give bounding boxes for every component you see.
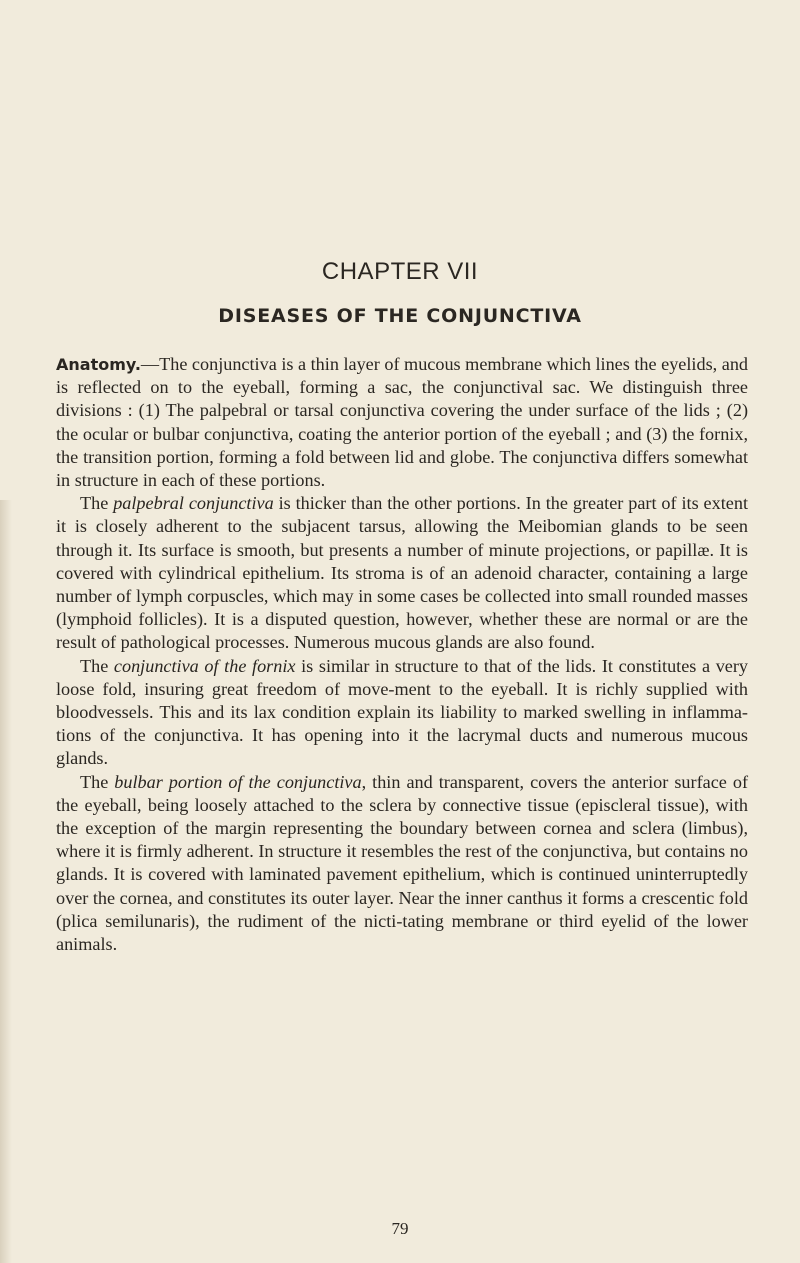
paragraph-fornix bbox=[56, 655, 748, 771]
paragraph-anatomy bbox=[56, 353, 748, 492]
paragraph-prefix: The bbox=[80, 771, 115, 792]
paragraph-text: —The conjunctiva is a thin layer of mucous membrane which lines the eyelids, and is reflected on to the eyeball, forming a sac, the conjunctival sac. We distinguish three divisions : (1) The palpebral or tarsal conjunctiva covering the under surface of the lids ; (2) the ocular or bulbar conjunctiva, coating the anterior portion of the eyeball ; and (3) the fornix, the transition portion, forming a fold between lid and globe. The conjunctiva differs somewhat in structure in each of these portions. bbox=[56, 354, 749, 491]
paragraph-lead: Anatomy. bbox=[56, 355, 141, 374]
chapter-title: DISEASES OF THE CONJUNCTIVA bbox=[218, 305, 582, 327]
body-text bbox=[56, 353, 748, 956]
chapter-heading: CHAPTER VII bbox=[321, 258, 479, 285]
paragraph-prefix: The bbox=[80, 655, 114, 676]
paragraph-palpebral bbox=[56, 492, 748, 654]
paragraph-text: is thicker than the other portions. In the greater part of its extent it is closely adherent to the subjacent tarsus, allowing the Meibomian glands to be seen through it. Its surface is smooth, but presents a number of minute projections, or papillæ. It is covered with cylindrical epithelium. Its stroma is of an adenoid character, containing a large number of lymph corpuscles, which may in some cases be collected into small rounded masses (lymphoid follicles). It is a disputed question, however, whether these are normal or are the result of pathological processes. Numerous mucous glands are also found. bbox=[56, 493, 748, 653]
paragraph-emphasis: palpebral conjunctiva bbox=[113, 493, 274, 514]
paragraph-text: , thin and transparent, covers the anterior surface of the eyeball, being loosely attached to the sclera by connective tissue (episcleral tissue), with the exception of the margin representing the boundary between cornea and sclera (limbus), where it is firmly adherent. In structure it resembles the rest of the conjunctiva, but contains no glands. It is covered with laminated pavement epithelium, which is continued uninterruptedly over the cornea, and constitutes its outer layer. Near the inner canthus it forms a crescentic fold (plica semilunaris), the rudiment of the nicti-tating membrane or third eyelid of the lower animals. bbox=[56, 771, 749, 955]
paragraph-prefix: The bbox=[80, 493, 114, 514]
paragraph-emphasis: conjunctiva of the fornix bbox=[113, 655, 296, 676]
paragraph-emphasis: bulbar portion of the conjunctiva bbox=[114, 771, 362, 792]
page-number: 79 bbox=[391, 1219, 409, 1238]
paragraph-text: is similar in structure to that of the lids. It constitutes a very loose fold, insuring great freedom of move-ment to the eyeball. It is richly supplied with bloodvessels. This and its lax condition explain its liability to marked swelling in inflamma-tions of the conjunctiva. It has opening into it the lacrymal ducts and numerous mucous glands. bbox=[56, 655, 749, 769]
paragraph-bulbar bbox=[56, 771, 748, 957]
page-gutter-shadow bbox=[0, 500, 12, 1263]
